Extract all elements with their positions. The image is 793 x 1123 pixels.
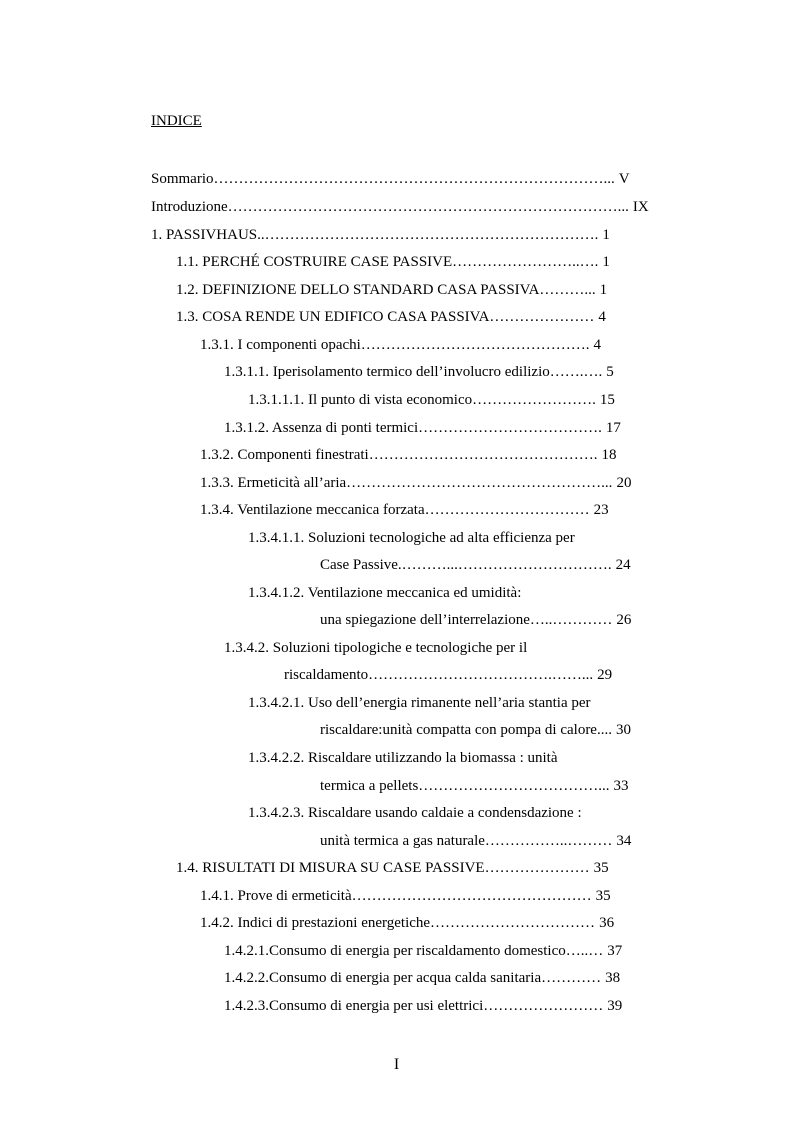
toc-entry: 1.4.2. Indici di prestazioni energetiche…………………………… 36	[200, 915, 615, 931]
toc-entry: una spiegazione dell’interrelazione…..………… 26	[320, 612, 632, 628]
toc-page-number: 17	[605, 420, 621, 436]
toc-entry: 1.3.3. Ermeticità all’aria……………………………………………... 20	[200, 475, 632, 491]
toc-entry: 1. PASSIVHAUS..…………………………………………………………. 1	[151, 227, 610, 243]
toc-page-number: 34	[616, 833, 632, 849]
toc-entry: Case Passive.………...…………………………. 24	[320, 557, 631, 573]
toc-entry: Sommario……………………………………………………………………... V	[151, 171, 630, 187]
toc-entry: 1.4.2.1.Consumo di energia per riscaldamento domestico…..… 37	[224, 943, 623, 959]
toc-entry: unità termica a gas naturale……………..……… 34	[320, 833, 632, 849]
toc-entry: 1.3.1.1. Iperisolamento termico dell’involucro edilizio…….…. 5	[224, 364, 614, 380]
toc-page-number: 1	[602, 227, 610, 243]
toc-page-number: 35	[595, 888, 611, 904]
toc-entry: termica a pellets………………………………... 33	[320, 778, 629, 794]
toc-entry: riscaldamento……………………………….……... 29	[284, 667, 613, 683]
toc-entry: 1.3.4.1.2. Ventilazione meccanica ed umidità:	[248, 585, 522, 601]
toc-entry: 1.4.1. Prove di ermeticità………………………………………… 35	[200, 888, 611, 904]
toc-page-number: 38	[605, 970, 621, 986]
toc-page-number: 5	[606, 364, 614, 380]
toc-entry: 1.3.4.2.2. Riscaldare utilizzando la biomassa : unità	[248, 750, 558, 766]
toc-entry: 1.3.4.2.3. Riscaldare usando caldaie a condensdazione :	[248, 805, 582, 821]
toc-page-number: 1	[599, 282, 608, 298]
toc-entry: 1.3.4.2. Soluzioni tipologiche e tecnologiche per il	[224, 640, 528, 656]
toc-page-number: 26	[616, 612, 632, 628]
toc-entry: 1.3.4. Ventilazione meccanica forzata…………………………… 23	[200, 502, 609, 518]
toc-entry: 1.1. PERCHÉ COSTRUIRE CASE PASSIVE……………………..…. 1	[176, 254, 610, 270]
toc-entry: 1.3.4.1.1. Soluzioni tecnologiche ad alta efficienza per	[248, 530, 575, 546]
toc-entry: 1.3.1.2. Assenza di ponti termici………………………………. 17	[224, 420, 621, 436]
toc-page-number: 4	[598, 309, 606, 325]
footer-page-number: I	[393, 1056, 400, 1073]
toc-page-number: 30	[615, 722, 631, 738]
toc-page-number: 35	[593, 860, 609, 876]
index-title: INDICE	[151, 113, 202, 129]
toc-page-number: V	[618, 171, 630, 187]
toc-page-number: 4	[593, 337, 602, 353]
toc-page-number: 36	[599, 915, 615, 931]
toc-entry: 1.4.2.2.Consumo di energia per acqua calda sanitaria………… 38	[224, 970, 621, 986]
toc-page-number: 1	[602, 254, 610, 270]
toc-page-number: 39	[607, 998, 623, 1014]
toc-entry: 1.3.1. I componenti opachi………………………………………. 4	[200, 337, 602, 353]
toc-page-number: 20	[616, 475, 632, 491]
toc-page-number: 15	[599, 392, 615, 408]
toc-entry: riscaldare:unità compatta con pompa di calore.... 30	[320, 722, 631, 738]
toc-entry: 1.4. RISULTATI DI MISURA SU CASE PASSIVE………………… 35	[176, 860, 609, 876]
toc-entry: 1.2. DEFINIZIONE DELLO STANDARD CASA PASSIVA………... 1	[176, 282, 608, 298]
toc-entry: Introduzione……………………………………………………………………... IX	[151, 199, 649, 215]
toc-page-number: 33	[613, 778, 629, 794]
toc-page-number: 24	[615, 557, 631, 573]
toc-entry: 1.3.4.2.1. Uso dell’energia rimanente nell’aria stantia per	[248, 695, 591, 711]
toc-entry: 1.3.2. Componenti finestrati………………………………………. 18	[200, 447, 617, 463]
toc-entry: 1.4.2.3.Consumo di energia per usi elettrici…………………… 39	[224, 998, 623, 1014]
toc-page-number: IX	[632, 199, 649, 215]
toc-entry: 1.3. COSA RENDE UN EDIFICO CASA PASSIVA………………… 4	[176, 309, 606, 325]
toc-page-number: 29	[597, 667, 613, 683]
toc-page-number: 37	[607, 943, 623, 959]
toc-page-number: 18	[601, 447, 617, 463]
toc-entry: 1.3.1.1.1. Il punto di vista economico……………………. 15	[248, 392, 615, 408]
toc-page-number: 23	[593, 502, 609, 518]
